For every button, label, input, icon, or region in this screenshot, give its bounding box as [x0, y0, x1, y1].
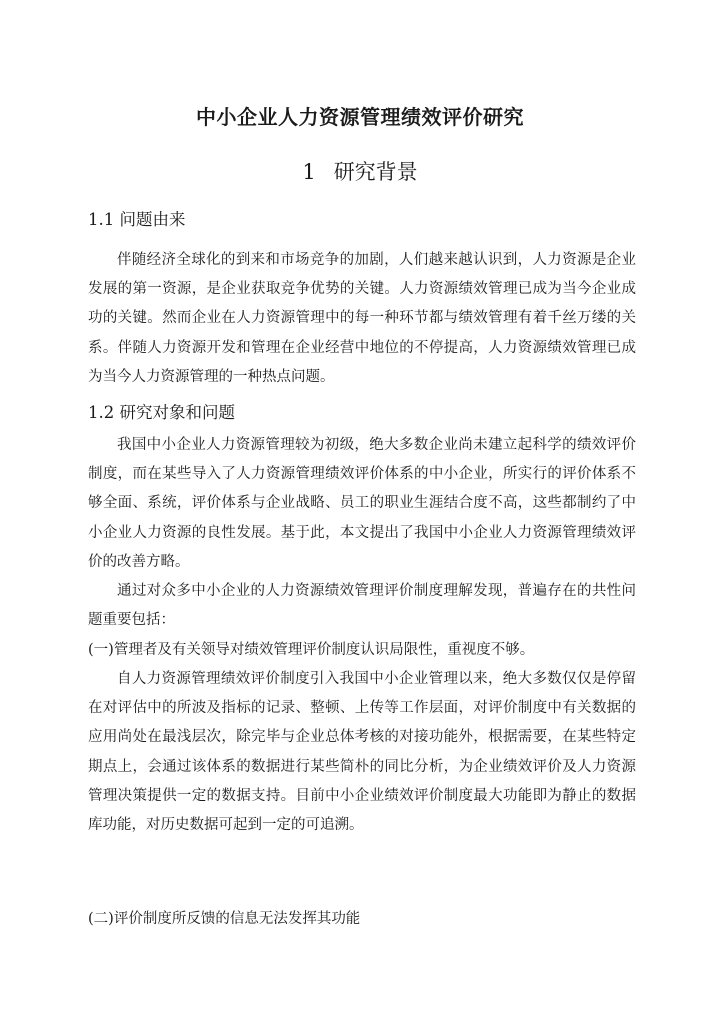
document-title: 中小企业人力资源管理绩效评价研究: [196, 105, 524, 129]
issue-item-2-label: (二)评价制度所反馈的信息无法发挥其功能: [88, 911, 361, 927]
section-heading-1-1: 1.1 问题由来: [88, 210, 186, 229]
section-1-1-paragraph: 伴随经济全球化的到来和市场竞争的加剧，人们越来越认识到，人力资源是企业发展的第一资源，是企业获取竞争优势的关键。人力资源绩效管理已成为当今企业成功的关键。然而企业在人力资源管理中的每一种环节都与绩效管理有着千丝万缕的关系。伴随人力资源开发和管理在企业经营中地位的不停提高，人力资源绩效管理已成为当今人力资源管理的一种热点问题。: [88, 252, 636, 385]
issue-item-1-label: (一)管理者及有关领导对绩效管理评价制度认识局限性，重视度不够。: [88, 642, 535, 658]
section-1-2-paragraph-2: 通过对众多中小企业的人力资源绩效管理评价制度理解发现，普遍存在的共性问题重要包括：: [88, 583, 636, 629]
section-1-2-paragraph-1: 我国中小企业人力资源管理较为初级，绝大多数企业尚未建立起科学的绩效评价制度，而在某些导入了人力资源管理绩效评价体系的中小企业，所实行的评价体系不够全面、系统，评价体系与企业战略、员工的职业生涯结合度不高，这些都制约了中小企业人力资源的良性发展。基于此，本文提出了我国中小企业人力资源管理绩效评价的改善方略。: [88, 437, 636, 570]
issue-item-1-paragraph: 自人力资源管理绩效评价制度引入我国中小企业管理以来，绝大多数仅仅是停留在对评估中的所波及指标的记录、整顿、上传等工作层面，对评价制度中有关数据的应用尚处在最浅层次，除完毕与企业总体考核的对接功能外，根据需要，在某些特定期点上，会通过该体系的数据进行某些简朴的同比分析，为企业绩效评价及人力资源管理决策提供一定的数据支持。目前中小企业绩效评价制度最大功能即为静止的数据库功能，对历史数据可起到一定的可追溯。: [88, 671, 636, 834]
chapter-title: 研究背景: [333, 160, 418, 184]
section-heading-1-2: 1.2 研究对象和问题: [88, 403, 235, 422]
chapter-number: 1: [302, 160, 316, 184]
chapter-heading: [0, 156, 720, 186]
